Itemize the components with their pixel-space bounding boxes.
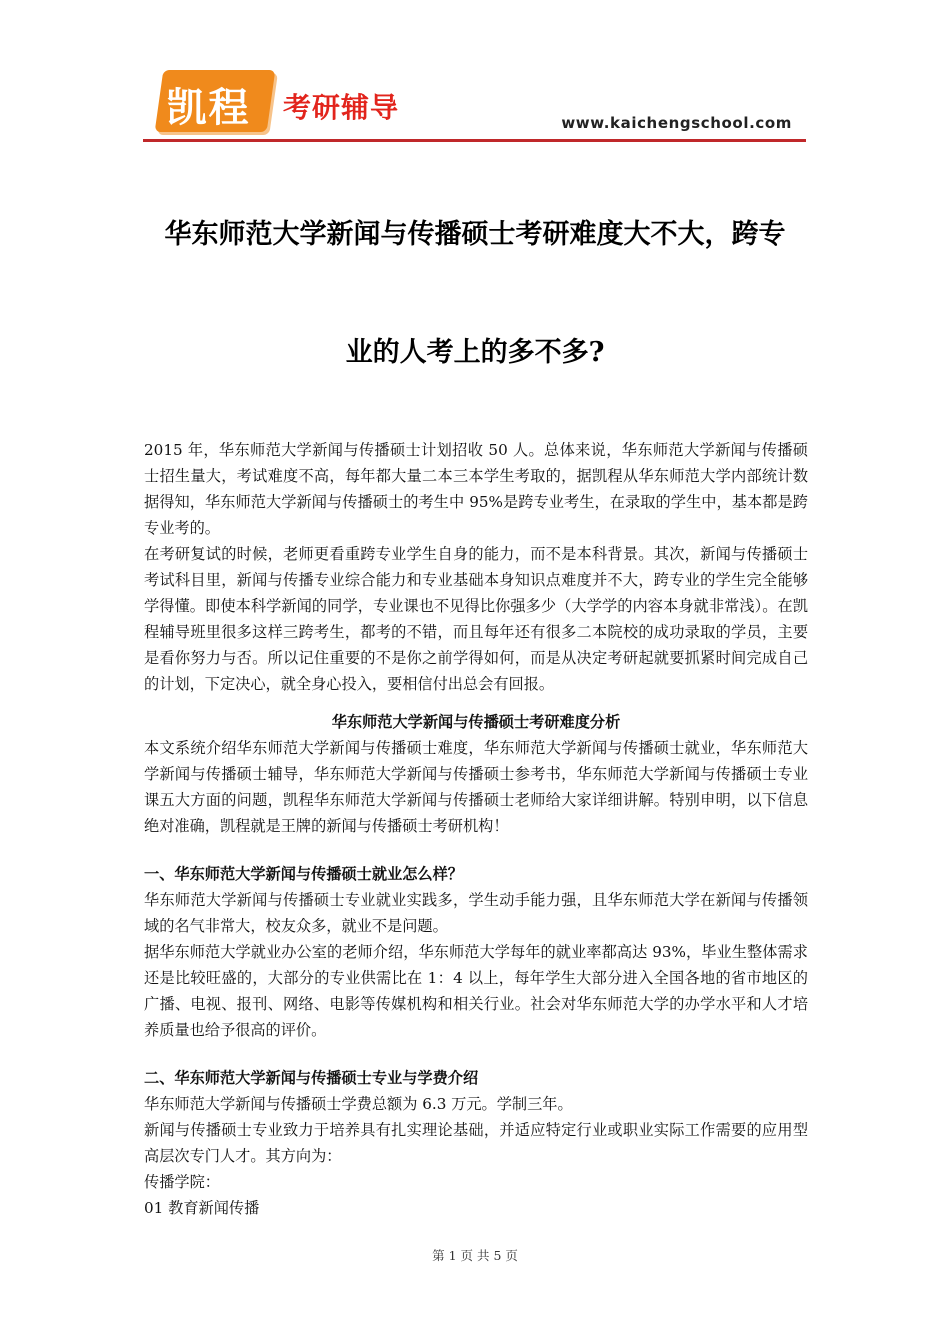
document-body xyxy=(144,437,808,1221)
document-title-line-1: 华东师范大学新闻与传播硕士考研难度大不大，跨专 xyxy=(164,219,786,250)
logo-text: 凯程 xyxy=(166,85,251,131)
section-1-paragraph-2: 据华东师范大学就业办公室的老师介绍，华东师范大学每年的就业率都高达 93%，毕业生整体需求还是比较旺盛的，大部分的专业供需比在 1：4 以上，每年学生大部分进入全国各地的省市地区的广播、电视、报刊、网络、电影等传媒机构和相关行业。社会对华东师范大学的办学水平和人才培养质量也给予很高的评价。 xyxy=(144,943,808,1039)
section-2-paragraph-4: 01 教育新闻传播 xyxy=(144,1199,260,1217)
header-divider xyxy=(143,139,806,142)
page-footer: 第 1 页 共 5 页 xyxy=(432,1248,518,1263)
section-1-heading: 一、华东师范大学新闻与传播硕士就业怎么样？ xyxy=(144,865,463,883)
document-title-line-2: 业的人考上的多不多? xyxy=(345,337,605,368)
section-1-paragraph-1: 华东师范大学新闻与传播硕士专业就业实践多，学生动手能力强，且华东师范大学在新闻与传播领域的名气非常大，校友众多，就业不是问题。 xyxy=(144,891,808,935)
section-2-paragraph-1: 华东师范大学新闻与传播硕士学费总额为 6.3 万元。学制三年。 xyxy=(144,1095,573,1113)
kaicheng-logo xyxy=(155,70,276,132)
overview-paragraph: 本文系统介绍华东师范大学新闻与传播硕士难度，华东师范大学新闻与传播硕士就业，华东师范大学新闻与传播硕士辅导，华东师范大学新闻与传播硕士参考书，华东师范大学新闻与传播硕士专业课五大方面的问题，凯程华东师范大学新闻与传播硕士老师给大家详细讲解。特别申明，以下信息绝对准确，凯程就是王牌的新闻与传播硕士考研机构！ xyxy=(144,739,808,835)
intro-paragraph: 2015 年，华东师范大学新闻与传播硕士计划招收 50 人。总体来说，华东师范大学新闻与传播硕士招生量大，考试难度不高，每年都大量二本三本学生考取的，据凯程从华东师范大学内部统计数据得知，华东师范大学新闻与传播硕士的考生中 95%是跨专业考生，在录取的学生中，基本都是跨专业考的。 xyxy=(144,441,808,537)
section-2-paragraph-3: 传播学院： xyxy=(144,1173,220,1191)
document-header xyxy=(143,68,806,144)
site-url: www.kaichengschool.com xyxy=(561,114,792,132)
section-2-heading: 二、华东师范大学新闻与传播硕士专业与学费介绍 xyxy=(144,1069,479,1087)
section-2-paragraph-2: 新闻与传播硕士专业致力于培养具有扎实理论基础，并适应特定行业或职业实际工作需要的应用型高层次专门人才。其方向为： xyxy=(144,1121,808,1165)
analysis-heading: 华东师范大学新闻与传播硕士考研难度分析 xyxy=(331,713,621,731)
logo-subtitle: 考研辅导 xyxy=(283,91,400,124)
review-paragraph: 在考研复试的时候，老师更看重跨专业学生自身的能力，而不是本科背景。其次，新闻与传播硕士考试科目里，新闻与传播专业综合能力和专业基础本身知识点难度并不大，跨专业的学生完全能够学得懂。即使本科学新闻的同学，专业课也不见得比你强多少（大学学的内容本身就非常浅）。在凯程辅导班里很多这样三跨考生，都考的不错，而且每年还有很多二本院校的成功录取的学员，主要是看你努力与否。所以记住重要的不是你之前学得如何，而是从决定考研起就要抓紧时间完成自己的计划，下定决心，就全身心投入，要相信付出总会有回报。 xyxy=(144,545,808,693)
